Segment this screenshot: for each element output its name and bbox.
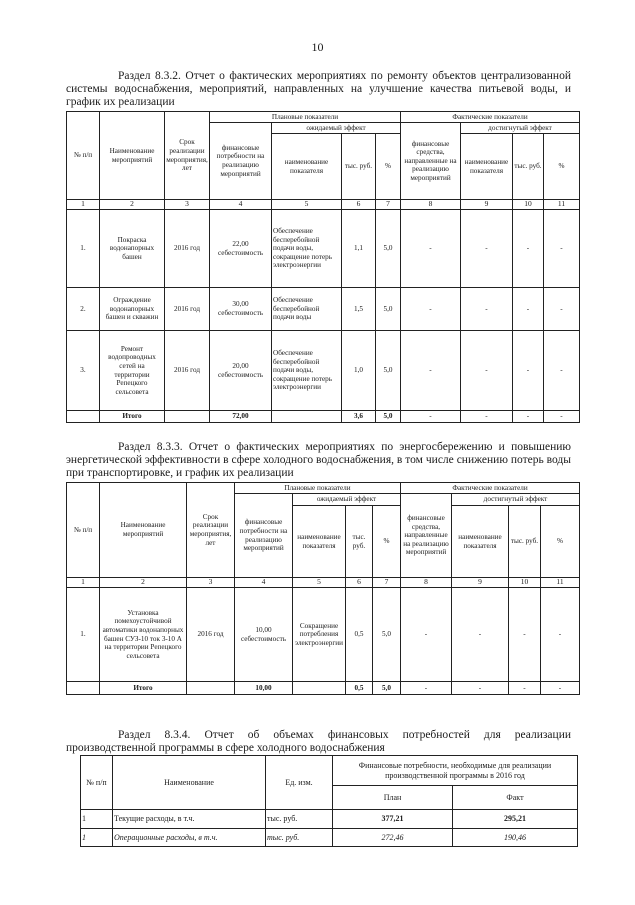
row-fin: 10,00 себестоимость [235, 588, 293, 682]
total-num-empty [67, 682, 100, 695]
total-fin: 10,00 [235, 682, 293, 695]
total-achieved-indicator: - [452, 682, 509, 695]
total-achieved-thous: - [509, 682, 541, 695]
row-term: 2016 год [165, 331, 210, 411]
row-plan: 377,21 [333, 810, 453, 829]
row-name: Покраска водонапорных башен [100, 210, 165, 288]
col-number: 11 [541, 578, 580, 588]
total-indicator-empty [272, 411, 342, 423]
header-thous: тыс. руб. [346, 506, 373, 578]
total-label: Итого [100, 682, 187, 695]
header-fact: Факт [453, 786, 578, 810]
row-pct: 5,0 [376, 288, 401, 331]
col-number: 7 [373, 578, 401, 588]
row-name: Ограждение водонапорных башен и скважин [100, 288, 165, 331]
section-833-heading: Раздел 8.3.3. Отчет о фактических мероприятиях по энергосбережению и повышению энергетической эффективности в сфере холодного водоснабжения, в том числе снижению потерь воды при транспортировке, и график их реализации [66, 441, 571, 479]
header-thous-2: тыс. руб. [509, 506, 541, 578]
header-num: № п/п [67, 112, 100, 200]
header-expected: ожидаемый эффект [293, 494, 401, 506]
row-indicator: Обеспечение бесперебойной подачи воды [272, 288, 342, 331]
row-num: 1 [81, 829, 113, 847]
col-number: 4 [210, 200, 272, 210]
header-pct-2: % [541, 506, 580, 578]
col-number: 7 [376, 200, 401, 210]
col-number: 8 [401, 578, 452, 588]
header-pct: % [373, 506, 401, 578]
total-thous: 3,6 [342, 411, 376, 423]
col-number: 2 [100, 578, 187, 588]
col-number: 3 [165, 200, 210, 210]
header-name: Наименование [113, 756, 266, 810]
table-row [67, 588, 580, 682]
row-name: Ремонт водопроводных сетей на территории Репецкого сельсовета [100, 331, 165, 411]
row-num: 3. [67, 331, 100, 411]
row-achieved-thous: - [513, 331, 544, 411]
table-row [67, 288, 580, 331]
row-name: Установка помехоустойчивой автоматики водонапорных башен СУЗ-10 ток 3-10 А на территории Репецкого сельсовета [100, 588, 187, 682]
row-achieved-indicator: - [452, 588, 509, 682]
total-row [67, 411, 580, 423]
col-number: 3 [187, 578, 235, 588]
total-pct: 5,0 [373, 682, 401, 695]
row-thous: 1,1 [342, 210, 376, 288]
header-fin-needs: финансовые потребности на реализацию мероприятий [210, 123, 272, 200]
header-term: Срок реализации мероприятия, лет [165, 112, 210, 200]
header-expected: ожидаемый эффект [272, 123, 401, 134]
header-achieved: достигнутый эффект [452, 494, 580, 506]
row-achieved-thous: - [513, 210, 544, 288]
col-number: 8 [401, 200, 461, 210]
row-achieved-pct: - [544, 210, 580, 288]
col-number: 9 [452, 578, 509, 588]
section-832-heading: Раздел 8.3.2. Отчет о фактических мероприятиях по ремонту объектов централизованной системы водоснабжения, мероприятий, направленных на улучшение качества питьевой воды, и график их реализации [66, 70, 571, 108]
total-indicator-empty [293, 682, 346, 695]
row-pct: 5,0 [373, 588, 401, 682]
header-name: Наименование мероприятий [100, 112, 165, 200]
table-row [67, 331, 580, 411]
row-name: Операционные расходы, в т.ч. [113, 829, 266, 847]
row-pct: 5,0 [376, 210, 401, 288]
row-fin-means: - [401, 210, 461, 288]
row-achieved-pct: - [541, 588, 580, 682]
row-fin: 30,00 себестоимость [210, 288, 272, 331]
row-fact: 190,46 [453, 829, 578, 847]
total-achieved-thous: - [513, 411, 544, 423]
table-row [81, 829, 578, 847]
row-term: 2016 год [165, 210, 210, 288]
col-number: 4 [235, 578, 293, 588]
col-number: 5 [272, 200, 342, 210]
header-name: Наименование мероприятий [100, 483, 187, 578]
col-number: 1 [67, 578, 100, 588]
row-term: 2016 год [187, 588, 235, 682]
col-number: 5 [293, 578, 346, 588]
total-thous: 0,5 [346, 682, 373, 695]
header-indicator-2: наименование показателя [452, 506, 509, 578]
row-num: 2. [67, 288, 100, 331]
row-indicator: Обеспечение бесперебойной подачи воды, сокращение потерь электроэнергии [272, 210, 342, 288]
table-row [81, 810, 578, 829]
header-unit: Ед. изм. [266, 756, 333, 810]
table-repair-measures [66, 111, 580, 423]
total-term-empty [165, 411, 210, 423]
header-thous: тыс. руб. [342, 134, 376, 200]
row-thous: 1,5 [342, 288, 376, 331]
col-number: 10 [509, 578, 541, 588]
row-indicator: Сокращение потребления электроэнергии [293, 588, 346, 682]
header-plan: План [333, 786, 453, 810]
header-actual: Фактические показатели [401, 483, 580, 494]
row-achieved-pct: - [544, 288, 580, 331]
total-achieved-pct: - [541, 682, 580, 695]
row-fact: 295,21 [453, 810, 578, 829]
row-indicator: Обеспечение бесперебойной подачи воды, сокращение потерь электроэнергии [272, 331, 342, 411]
total-achieved-indicator: - [461, 411, 513, 423]
row-thous: 0,5 [346, 588, 373, 682]
header-pct: % [376, 134, 401, 200]
header-actual: Фактические показатели [401, 112, 580, 123]
col-number: 6 [342, 200, 376, 210]
row-term: 2016 год [165, 288, 210, 331]
total-pct: 5,0 [376, 411, 401, 423]
col-number: 2 [100, 200, 165, 210]
table-financial-needs [80, 755, 578, 847]
total-fin-means: - [401, 411, 461, 423]
row-num: 1. [67, 588, 100, 682]
row-num: 1 [81, 810, 113, 829]
table-energy-saving [66, 482, 580, 695]
section-834-heading: Раздел 8.3.4. Отчет об объемах финансовых потребностей для реализации производственной программы в сфере холодного водоснабжения [66, 729, 571, 754]
row-achieved-thous: - [509, 588, 541, 682]
header-num: № п/п [67, 483, 100, 578]
total-label: Итого [100, 411, 165, 423]
total-term-empty [187, 682, 235, 695]
header-num: № п/п [81, 756, 113, 810]
row-num: 1. [67, 210, 100, 288]
total-achieved-pct: - [544, 411, 580, 423]
row-achieved-indicator: - [461, 331, 513, 411]
row-pct: 5,0 [376, 331, 401, 411]
header-planned: Плановые показатели [235, 483, 401, 494]
header-fin-means: финансовые средства, направленные на реализацию мероприятий [401, 494, 452, 578]
total-num-empty [67, 411, 100, 423]
row-name: Текущие расходы, в т.ч. [113, 810, 266, 829]
page-number: 10 [311, 40, 324, 54]
col-number: 10 [513, 200, 544, 210]
header-fin-needs: Финансовые потребности, необходимые для реализации производственной программы в 2016 год [333, 756, 578, 786]
header-thous-2: тыс. руб. [513, 134, 544, 200]
header-pct-2: % [544, 134, 580, 200]
row-thous: 1,0 [342, 331, 376, 411]
header-fin-means: финансовые средства, направленные на реализацию мероприятий [401, 123, 461, 200]
header-fin-needs: финансовые потребности на реализацию мероприятий [235, 494, 293, 578]
row-fin-means: - [401, 331, 461, 411]
row-achieved-pct: - [544, 331, 580, 411]
header-indicator: наименование показателя [272, 134, 342, 200]
col-number: 9 [461, 200, 513, 210]
table-row [67, 210, 580, 288]
row-achieved-indicator: - [461, 288, 513, 331]
row-fin-means: - [401, 288, 461, 331]
total-fin: 72,00 [210, 411, 272, 423]
col-number: 1 [67, 200, 100, 210]
row-fin: 22,00 себестоимость [210, 210, 272, 288]
row-plan: 272,46 [333, 829, 453, 847]
header-planned: Плановые показатели [210, 112, 401, 123]
row-unit: тыс. руб. [266, 810, 333, 829]
row-unit: тыс. руб. [266, 829, 333, 847]
row-achieved-thous: - [513, 288, 544, 331]
header-indicator: наименование показателя [293, 506, 346, 578]
row-achieved-indicator: - [461, 210, 513, 288]
total-fin-means: - [401, 682, 452, 695]
header-achieved: достигнутый эффект [461, 123, 580, 134]
total-row [67, 682, 580, 695]
col-number: 6 [346, 578, 373, 588]
row-fin: 20,00 себестоимость [210, 331, 272, 411]
col-number: 11 [544, 200, 580, 210]
header-indicator-2: наименование показателя [461, 134, 513, 200]
header-term: Срок реализации мероприятия, лет [187, 483, 235, 578]
row-fin-means: - [401, 588, 452, 682]
